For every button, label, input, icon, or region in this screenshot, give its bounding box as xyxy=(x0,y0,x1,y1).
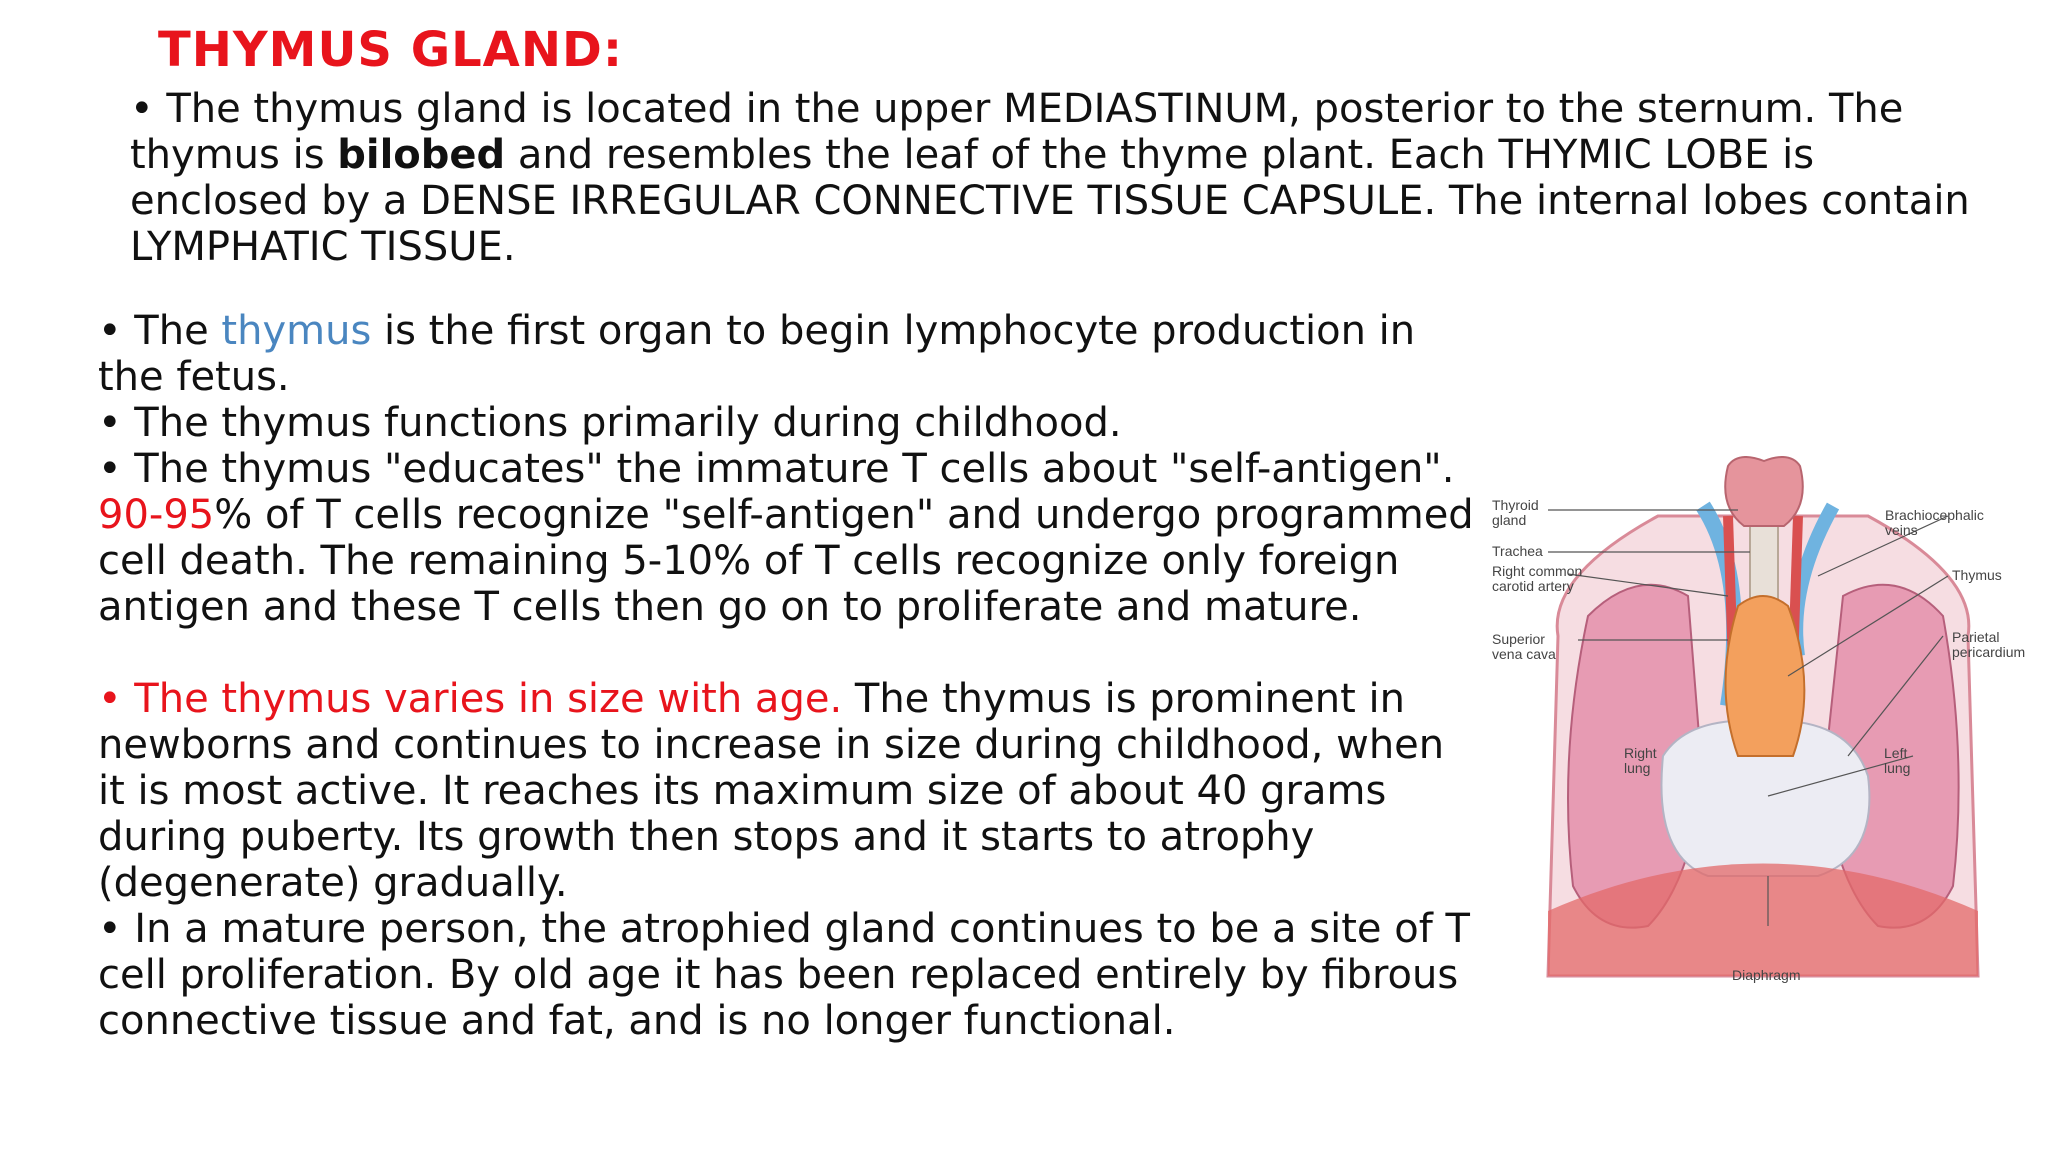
bullet-size-with-age xyxy=(98,676,1478,906)
bullet-text: % of T cells recognize "self-antigen" and undergo programmed cell death. The remaining 5-10% of T cells recognize only foreign antigen and these T cells then go on to proliferate and mature. xyxy=(98,492,1474,630)
label-carotid: Right common carotid artery xyxy=(1492,563,1583,594)
bullet-text: The thymus is prominent in newborns and continues to increase in size during childhood, when it is most active. It reaches its maximum size of about 40 grams during puberty. Its growth then stops and it starts to atrophy (degenerate) gradually. xyxy=(98,676,1445,906)
intro-bullet: • xyxy=(130,86,154,132)
bullet-mature-person: • In a mature person, the atrophied gland continues to be a site of T cell proliferation. By old age it has been replaced entirely by fibrous connective tissue and fat, and is no longer functional. xyxy=(98,906,1470,1044)
label-thymus: Thymus xyxy=(1952,567,2002,583)
intro-bold-term: bilobed xyxy=(337,132,506,178)
bullet-text: is the first organ to begin lymphocyte production in the fetus. xyxy=(98,308,1416,400)
bullet-mark: • xyxy=(98,308,122,354)
intro-paragraph xyxy=(130,86,1970,270)
thymus-anatomy-figure xyxy=(1488,456,2040,996)
bullet-text: • The thymus "educates" the immature T cells about "self-antigen". xyxy=(98,446,1455,492)
slide-title: THYMUS GLAND: xyxy=(158,22,624,78)
label-right-lung: Right lung xyxy=(1624,745,1657,776)
label-left-lung: Left lung xyxy=(1884,745,1911,776)
percent-highlight: 90-95 xyxy=(98,492,215,538)
bullet-educates xyxy=(98,446,1478,630)
label-pericardium: Parietal pericardium xyxy=(1952,629,2026,660)
intro-text-2: and resembles the leaf of the thyme plant. Each THYMIC LOBE is enclosed by a DENSE IRREGULAR CONNECTIVE TISSUE CAPSULE. The internal lobes contain LYMPHATIC TISSUE. xyxy=(130,132,1970,270)
label-thyroid: Thyroid gland xyxy=(1492,497,1539,528)
bullet-first-organ xyxy=(98,308,1478,400)
bullet-childhood: • The thymus functions primarily during childhood. xyxy=(98,400,1122,446)
bullet-text: The xyxy=(121,308,222,354)
label-svc: Superior vena cava xyxy=(1492,631,1556,662)
label-diaphragm: Diaphragm xyxy=(1732,967,1801,983)
label-trachea: Trachea xyxy=(1492,543,1543,559)
label-brachiocephalic: Brachiocephalic veins xyxy=(1885,507,1984,538)
size-with-age-highlight: • The thymus varies in size with age. xyxy=(98,676,843,722)
body-text xyxy=(98,308,1478,1044)
intro-text-1: The thymus gland is located in the upper MEDIASTINUM, posterior to the sternum. The thymus is xyxy=(130,86,1904,178)
thymus-highlight: thymus xyxy=(221,308,372,354)
